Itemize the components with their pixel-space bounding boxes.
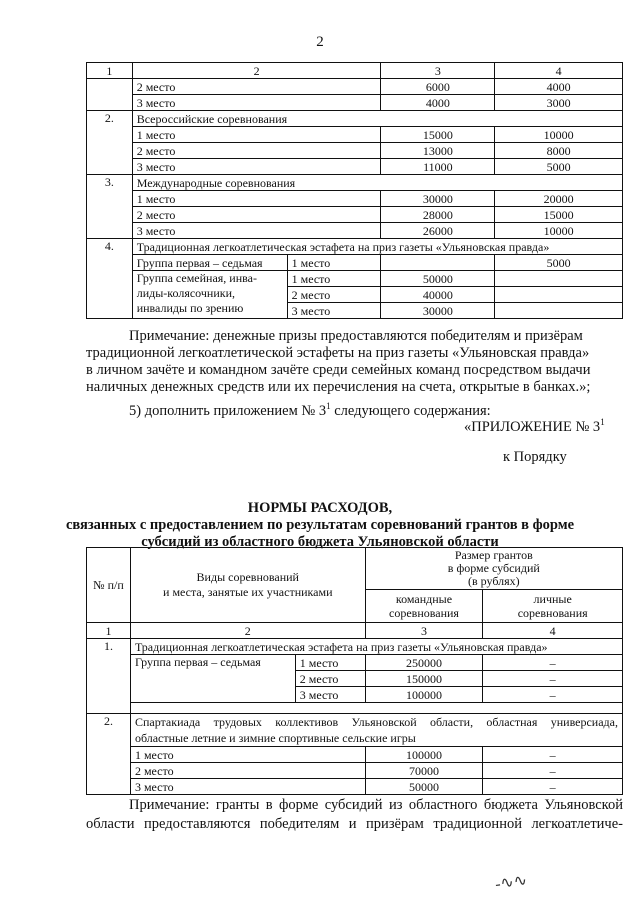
place-cell: 2 место [132,143,381,159]
place-cell: 2 место [132,79,381,95]
header-kinds [130,548,365,623]
value-cell: 70000 [365,763,483,779]
table-row [87,747,623,763]
place-cell: 1 место [130,747,365,763]
section-row [87,639,623,655]
value-cell: 50000 [381,271,495,287]
value-cell: 8000 [495,143,623,159]
col-index-4: 4 [483,623,623,639]
note-paragraph [86,328,623,396]
place-cell: 3 место [132,95,381,111]
value-cell: – [483,747,623,763]
value-cell: 100000 [365,747,483,763]
section-title-line: областные летние и зимние спортивные сельские игры [134,731,416,745]
place-cell: 2 место [287,287,381,303]
value-cell [381,255,495,271]
table-row [87,191,623,207]
col-index-3: 3 [365,623,483,639]
header-personal [483,589,623,622]
place-cell: 2 место [132,207,381,223]
appendix-heading [464,414,605,436]
value-cell: 10000 [495,223,623,239]
value-cell: 15000 [495,207,623,223]
value-cell: – [483,763,623,779]
note-line: наличных денежных средств или их перечисления на счета, открытые в банках.»; [86,379,591,395]
table-row [87,271,623,287]
value-cell: 100000 [365,687,483,703]
spacer-row [87,703,623,714]
place-cell: 2 место [295,671,365,687]
note-line: Примечание: денежные призы предоставляются победителям и призёрам [129,328,583,344]
section-title: Традиционная легкоатлетическая эстафета на приз газеты «Ульяновская правда» [132,239,622,255]
section-number: 4. [87,239,133,319]
header-grant-size [365,548,622,590]
col-index-3: 3 [381,63,495,79]
col-index-4: 4 [495,63,623,79]
table-row [87,159,623,175]
header-size-line: в форме субсидий [447,560,540,575]
section-row [87,714,623,747]
place-cell: 1 место [132,191,381,207]
place-cell: 3 место [295,687,365,703]
table-row [87,763,623,779]
table-row [87,223,623,239]
header-kinds-line: Виды соревнований [196,570,299,584]
group-name-line: Группа семейная, инва- [136,271,257,285]
value-cell: 3000 [495,95,623,111]
note-line: области предоставляются победителям и призёрам традиционной легкоатлетиче- [86,816,623,832]
note-line: традиционной легкоатлетической эстафеты на приз газеты «Ульяновская правда» [86,345,590,361]
section-number: 3. [87,175,133,239]
section-title: Традиционная легкоатлетическая эстафета на приз газеты «Ульяновская правда» [130,639,622,655]
value-cell: 26000 [381,223,495,239]
header-size-line: (в рублях) [467,573,520,588]
section-title-line: Спартакиада трудовых коллективов Ульяновской области, областная универсиада, [134,715,618,729]
section-row [87,111,623,127]
item-5-text: 5) дополнить приложением № 3 [129,402,327,419]
value-cell: 4000 [381,95,495,111]
table-row [87,127,623,143]
value-cell: 20000 [495,191,623,207]
value-cell: 11000 [381,159,495,175]
value-cell: – [483,779,623,795]
value-cell [495,303,623,319]
section-title [130,714,622,747]
value-cell: 30000 [381,303,495,319]
note-line: Примечание: гранты в форме субсидий из областного бюджета Ульяновской [129,797,623,813]
header-team-line: командные [395,591,453,606]
value-cell: 6000 [381,79,495,95]
group-name-line: инвалиды по зрению [136,301,244,315]
table-row [87,207,623,223]
value-cell: 5000 [495,255,623,271]
item-5-sup: 1 [326,401,331,411]
place-cell: 3 место [132,223,381,239]
header-kinds-line: и места, занятые их участниками [163,585,333,599]
table-row [87,79,623,95]
group-name: Группа первая – седьмая [132,255,287,271]
value-cell: – [483,671,623,687]
value-cell: – [483,687,623,703]
note-paragraph-2 [86,796,623,834]
section-number: 1. [87,639,131,714]
group-name [132,271,287,319]
order-reference: к Порядку [503,449,567,465]
col-index-2: 2 [132,63,381,79]
note-line: в личном зачёте и командном зачёте среди семейных команд посредством выдачи [86,362,591,378]
section-title: Международные соревнования [132,175,622,191]
header-number: № п/п [87,548,131,623]
table-row [87,95,623,111]
value-cell: 150000 [365,671,483,687]
value-cell: 13000 [381,143,495,159]
appendix-text: «ПРИЛОЖЕНИЕ № 3 [464,418,601,435]
title-line: НОРМЫ РАСХОДОВ, [247,500,393,516]
header-size-line: Размер грантов [454,547,533,562]
value-cell: 40000 [381,287,495,303]
place-cell: 1 место [132,127,381,143]
section-number: 2. [87,714,131,795]
appendix-sup: 1 [600,417,605,427]
table-row [87,779,623,795]
value-cell: 30000 [381,191,495,207]
value-cell: 50000 [365,779,483,795]
item-5-tail: следующего содержания: [330,402,491,419]
place-cell: 1 место [295,655,365,671]
place-cell: 1 место [287,255,381,271]
value-cell: 28000 [381,207,495,223]
value-cell: – [483,655,623,671]
table-row [87,655,623,671]
col-index-1: 1 [87,623,131,639]
prize-table-continued [86,62,623,319]
value-cell: 250000 [365,655,483,671]
value-cell: 4000 [495,79,623,95]
item-5-line [129,398,491,420]
section-row [87,239,623,255]
section-number: 2. [87,111,133,175]
place-cell: 2 место [130,763,365,779]
table-row [87,255,623,271]
group-name: Группа первая – седьмая [130,655,295,703]
value-cell: 5000 [495,159,623,175]
header-personal-line: личные [533,591,572,606]
section-row [87,175,623,191]
table-index-row [87,623,623,639]
page-title [0,500,640,551]
header-team [365,589,483,622]
table-header-row [87,548,623,590]
table-row [87,143,623,159]
pen-mark: -∿∿ [494,871,529,894]
header-team-line: соревнования [389,605,459,620]
col-index-1: 1 [87,63,133,79]
value-cell [495,287,623,303]
value-cell: 15000 [381,127,495,143]
group-name-line: лиды-колясочники, [136,286,235,300]
title-line: связанных с предоставлением по результатам соревнований грантов в форме [65,517,575,533]
value-cell [495,271,623,287]
header-personal-line: соревнования [517,605,588,620]
page-number: 2 [316,34,324,50]
place-cell: 3 место [130,779,365,795]
section-title: Всероссийские соревнования [132,111,622,127]
title-line: субсидий из областного бюджета Ульяновской области [141,534,499,550]
place-cell: 3 место [287,303,381,319]
table-header-row [87,63,623,79]
place-cell: 1 место [287,271,381,287]
value-cell: 10000 [495,127,623,143]
col-index-2: 2 [130,623,365,639]
grant-norms-table [86,547,623,795]
place-cell: 3 место [132,159,381,175]
